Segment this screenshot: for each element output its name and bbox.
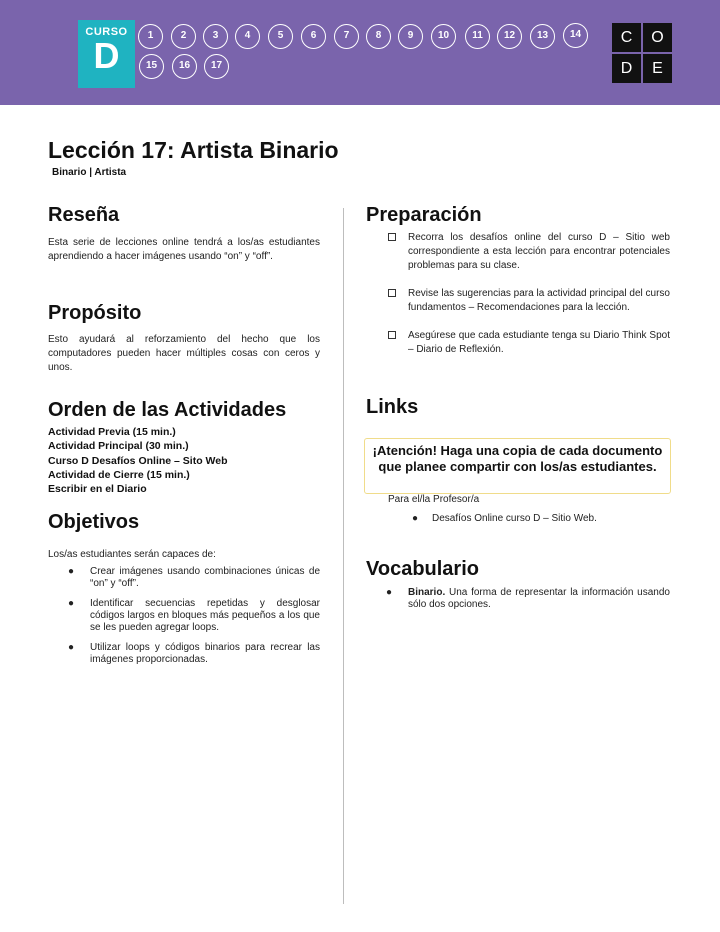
heading-orden: Orden de las Actividades bbox=[48, 399, 287, 421]
code-logo bbox=[612, 23, 672, 83]
preparacion-item bbox=[388, 287, 670, 315]
bullet-dot-icon: ● bbox=[68, 642, 75, 653]
preparacion-text: Revise las sugerencias para la actividad principal del curso fundamentos – Recomendaciones para la lección. bbox=[408, 288, 670, 313]
heading-resena: Reseña bbox=[48, 204, 120, 226]
resena-text: Esta serie de lecciones online tendrá a los/as estudiantes aprendiendo a hacer imágenes usando “on” y “off”. bbox=[48, 237, 320, 262]
objetivos-intro: Los/as estudiantes serán capaces de: bbox=[48, 549, 216, 560]
column-divider bbox=[343, 208, 344, 904]
preparacion-text: Asegúrese que cada estudiante tenga su Diario Think Spot – Diario de Reflexión. bbox=[408, 330, 670, 355]
lesson-link-5[interactable]: 5 bbox=[268, 24, 293, 49]
vocabulario-list bbox=[366, 587, 670, 619]
lesson-link-16[interactable]: 16 bbox=[172, 54, 197, 79]
vocabulario-item bbox=[366, 587, 670, 611]
attention-callout: ¡Atención! Haga una copia de cada documento que planee compartir con los/as estudiantes. bbox=[364, 438, 671, 494]
checkbox-icon bbox=[388, 233, 396, 241]
lesson-subtitle: Binario | Artista bbox=[52, 167, 127, 178]
curso-label: CURSO bbox=[85, 26, 128, 38]
lesson-link-1[interactable]: 1 bbox=[138, 24, 163, 49]
lesson-link-12[interactable]: 12 bbox=[497, 24, 522, 49]
lesson-link-11[interactable]: 11 bbox=[465, 24, 490, 49]
lesson-link-15[interactable]: 15 bbox=[139, 54, 164, 79]
lesson-link-10[interactable]: 10 bbox=[431, 24, 456, 49]
curso-letter: D bbox=[93, 35, 120, 76]
heading-preparacion: Preparación bbox=[366, 204, 482, 226]
preparacion-checklist bbox=[388, 231, 670, 371]
vocabulario-term: Binario. bbox=[408, 587, 446, 598]
orden-item: Escribir en el Diario bbox=[48, 483, 147, 496]
bullet-dot-icon: ● bbox=[386, 587, 393, 598]
objetivo-item bbox=[48, 598, 320, 634]
links-list bbox=[390, 513, 670, 533]
preparacion-item bbox=[388, 231, 670, 273]
lesson-link-13[interactable]: 13 bbox=[530, 24, 555, 49]
heading-links: Links bbox=[366, 396, 419, 418]
heading-proposito: Propósito bbox=[48, 302, 142, 324]
header-band bbox=[0, 0, 720, 105]
lesson-link-2[interactable]: 2 bbox=[171, 24, 196, 49]
curso-badge bbox=[78, 20, 135, 88]
lesson-link-6[interactable]: 6 bbox=[301, 24, 326, 49]
checkbox-icon bbox=[388, 331, 396, 339]
logo-letter-e: E bbox=[643, 54, 672, 83]
link-item[interactable] bbox=[390, 513, 670, 525]
objetivos-list bbox=[48, 566, 320, 674]
objetivo-item bbox=[48, 642, 320, 666]
bullet-dot-icon: ● bbox=[412, 513, 419, 524]
preparacion-text: Recorra los desafíos online del curso D – Sitio web correspondiente a esta lección para encontrar potenciales problemas para su clase. bbox=[408, 232, 670, 271]
checkbox-icon bbox=[388, 289, 396, 297]
lesson-link-17[interactable]: 17 bbox=[204, 54, 229, 79]
orden-item: Actividad Previa (15 min.) bbox=[48, 426, 176, 438]
logo-letter-d: D bbox=[612, 54, 641, 83]
objetivo-text: Identificar secuencias repetidas y desglosar códigos largos en bloques más pequeños a los que se les pueden agregar loops. bbox=[90, 598, 320, 633]
objetivo-text: Utilizar loops y códigos binarios para recrear las imágenes proporcionadas. bbox=[90, 642, 320, 665]
lesson-link-9[interactable]: 9 bbox=[398, 24, 423, 49]
lesson-title: Lección 17: Artista Binario bbox=[48, 137, 339, 163]
orden-list bbox=[48, 425, 228, 496]
bullet-dot-icon: ● bbox=[68, 566, 75, 577]
lesson-link-14[interactable]: 14 bbox=[563, 23, 588, 48]
bullet-dot-icon: ● bbox=[68, 598, 75, 609]
objetivo-text: Crear imágenes usando combinaciones únicas de “on” y “off”. bbox=[90, 566, 320, 589]
lesson-link-3[interactable]: 3 bbox=[203, 24, 228, 49]
lesson-link-8[interactable]: 8 bbox=[366, 24, 391, 49]
proposito-text: Esto ayudará al reforzamiento del hecho que los computadores pueden hacer múltiples cosas con ceros y unos. bbox=[48, 334, 320, 373]
for-teacher-label: Para el/la Profesor/a bbox=[388, 494, 480, 505]
vocabulario-definition: Una forma de representar la información usando sólo dos opciones. bbox=[408, 587, 670, 610]
logo-letter-c: C bbox=[612, 23, 641, 52]
logo-letter-o: O bbox=[643, 23, 672, 52]
heading-vocabulario: Vocabulario bbox=[366, 558, 479, 580]
link-text[interactable]: Desafíos Online curso D – Sitio Web. bbox=[432, 513, 597, 524]
preparacion-item bbox=[388, 329, 670, 357]
orden-item: Actividad Principal (30 min.) bbox=[48, 440, 189, 453]
orden-item: Curso D Desafíos Online – Sito Web bbox=[48, 454, 228, 467]
orden-item: Actividad de Cierre (15 min.) bbox=[48, 468, 190, 481]
lesson-link-4[interactable]: 4 bbox=[235, 24, 260, 49]
objetivo-item bbox=[48, 566, 320, 590]
lesson-link-7[interactable]: 7 bbox=[334, 24, 359, 49]
heading-objetivos: Objetivos bbox=[48, 511, 140, 533]
